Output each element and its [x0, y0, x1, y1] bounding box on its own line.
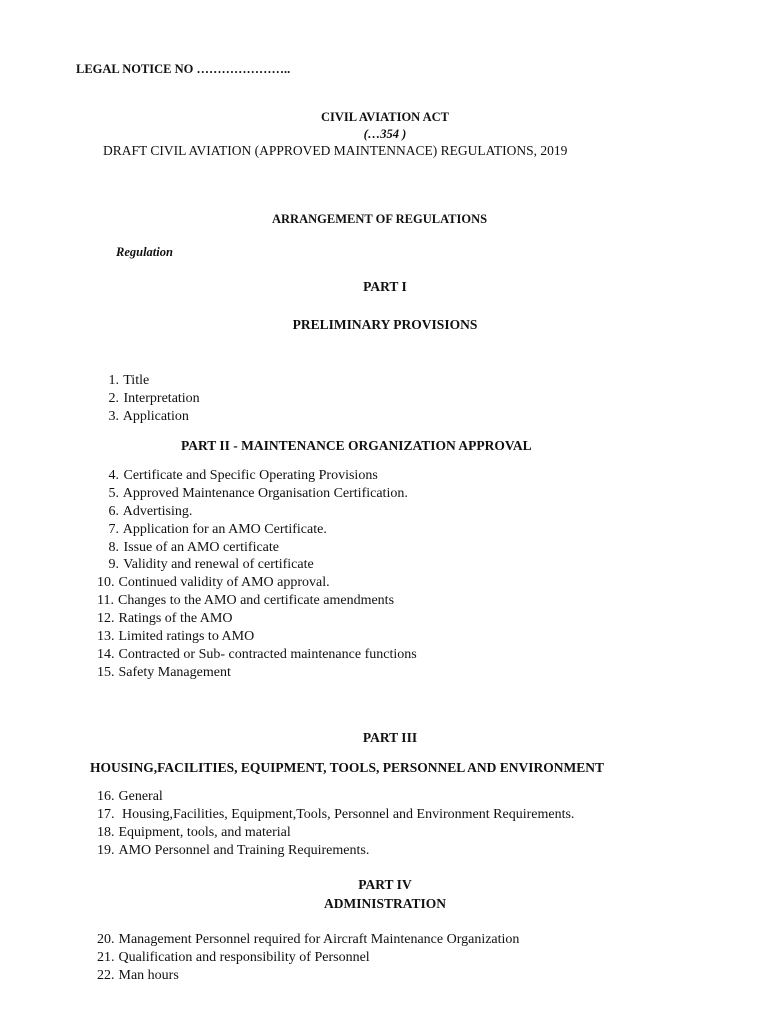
- item-text: Limited ratings to AMO: [118, 629, 255, 645]
- list-item: [97, 824, 574, 842]
- item-number: 19.: [97, 842, 115, 858]
- list-item: [97, 967, 519, 985]
- item-text: Changes to the AMO and certificate amendments: [117, 593, 395, 609]
- item-text: Qualification and responsibility of Personnel: [118, 949, 370, 965]
- list-item: [97, 390, 200, 408]
- item-number: 4.: [108, 468, 119, 483]
- item-number: 2.: [108, 390, 119, 406]
- list-item: [97, 556, 417, 574]
- list-item: [97, 610, 417, 628]
- arrangement-heading: ARRANGEMENT OF REGULATIONS: [272, 212, 488, 226]
- item-number: 17.: [97, 806, 115, 822]
- list-item: [97, 628, 417, 646]
- item-text: AMO Personnel and Training Requirements.: [118, 842, 370, 858]
- part-3-subtitle: HOUSING,FACILITIES, EQUIPMENT, TOOLS, PERSONNEL AND ENVIRONMENT: [90, 760, 604, 775]
- item-number: 22.: [97, 967, 115, 983]
- item-number: 18.: [97, 824, 115, 840]
- item-text: Equipment, tools, and material: [118, 824, 291, 840]
- item-number: 13.: [97, 629, 115, 645]
- list-item: [97, 646, 417, 664]
- list-item: [97, 485, 417, 503]
- item-text: General: [118, 789, 163, 804]
- list-item: [97, 664, 417, 682]
- act-title: CIVIL AVIATION ACT: [320, 110, 450, 124]
- list-item: [97, 503, 417, 521]
- list-item: [97, 931, 519, 949]
- part-4-subtitle: ADMINISTRATION: [323, 896, 446, 911]
- item-text: Application for an AMO Certificate.: [122, 521, 327, 537]
- item-number: 10.: [97, 575, 115, 591]
- part-2-list: [97, 467, 417, 682]
- item-number: 21.: [97, 949, 115, 965]
- item-number: 15.: [97, 664, 115, 680]
- item-text: Continued validity of AMO approval.: [118, 575, 330, 591]
- draft-regulations-title: DRAFT CIVIL AVIATION (APPROVED MAINTENNACE) REGULATIONS, 2019: [103, 143, 568, 158]
- item-number: 6.: [108, 503, 119, 519]
- item-number: 1.: [108, 373, 119, 388]
- part-4-title: PART IV: [358, 877, 412, 892]
- list-item: [97, 467, 417, 485]
- list-item: [97, 372, 200, 390]
- part-1-list: [97, 372, 200, 426]
- item-number: 16.: [97, 789, 115, 804]
- item-text: Contracted or Sub- contracted maintenance functions: [118, 646, 417, 662]
- item-text: Approved Maintenance Organisation Certification.: [122, 485, 408, 501]
- item-text: Certificate and Specific Operating Provisions: [123, 468, 378, 483]
- item-number: 9.: [108, 557, 119, 573]
- item-number: 8.: [108, 539, 119, 555]
- item-number: 5.: [108, 485, 119, 501]
- item-number: 12.: [97, 611, 115, 627]
- item-number: 11.: [97, 593, 114, 609]
- act-cap-number: (…354 ): [363, 127, 407, 141]
- list-item: [97, 806, 574, 824]
- item-text: Man hours: [118, 967, 179, 983]
- regulation-column-label: Regulation: [116, 245, 173, 259]
- part-3-title: PART III: [362, 730, 418, 745]
- part-2-title: PART II - MAINTENANCE ORGANIZATION APPROVAL: [181, 438, 532, 453]
- part-4-list: [97, 931, 519, 985]
- list-item: [97, 408, 200, 426]
- legal-notice-line: LEGAL NOTICE NO …………………..: [76, 62, 291, 76]
- item-text: Issue of an AMO certificate: [123, 539, 279, 555]
- item-text: Management Personnel required for Aircraft Maintenance Organization: [118, 932, 520, 947]
- item-text: Validity and renewal of certificate: [123, 557, 314, 573]
- list-item: [97, 788, 574, 806]
- list-item: [97, 842, 574, 860]
- list-item: [97, 949, 519, 967]
- item-number: 3.: [108, 408, 119, 424]
- item-number: 7.: [108, 521, 119, 537]
- part-3-list: [97, 788, 574, 860]
- part-1-subtitle: PRELIMINARY PROVISIONS: [292, 317, 478, 332]
- item-text: Application: [122, 408, 189, 424]
- item-text: Title: [123, 373, 150, 388]
- item-text: Interpretation: [123, 390, 200, 406]
- item-number: 20.: [97, 932, 115, 947]
- item-text: Ratings of the AMO: [118, 611, 233, 627]
- item-text: Housing,Facilities, Equipment,Tools, Personnel and Environment Requirements.: [118, 806, 575, 822]
- list-item: [97, 574, 417, 592]
- item-text: Safety Management: [118, 664, 231, 680]
- list-item: [97, 539, 417, 557]
- list-item: [97, 521, 417, 539]
- item-number: 14.: [97, 646, 115, 662]
- list-item: [97, 592, 417, 610]
- item-text: Advertising.: [122, 503, 193, 519]
- part-1-title: PART I: [363, 279, 407, 294]
